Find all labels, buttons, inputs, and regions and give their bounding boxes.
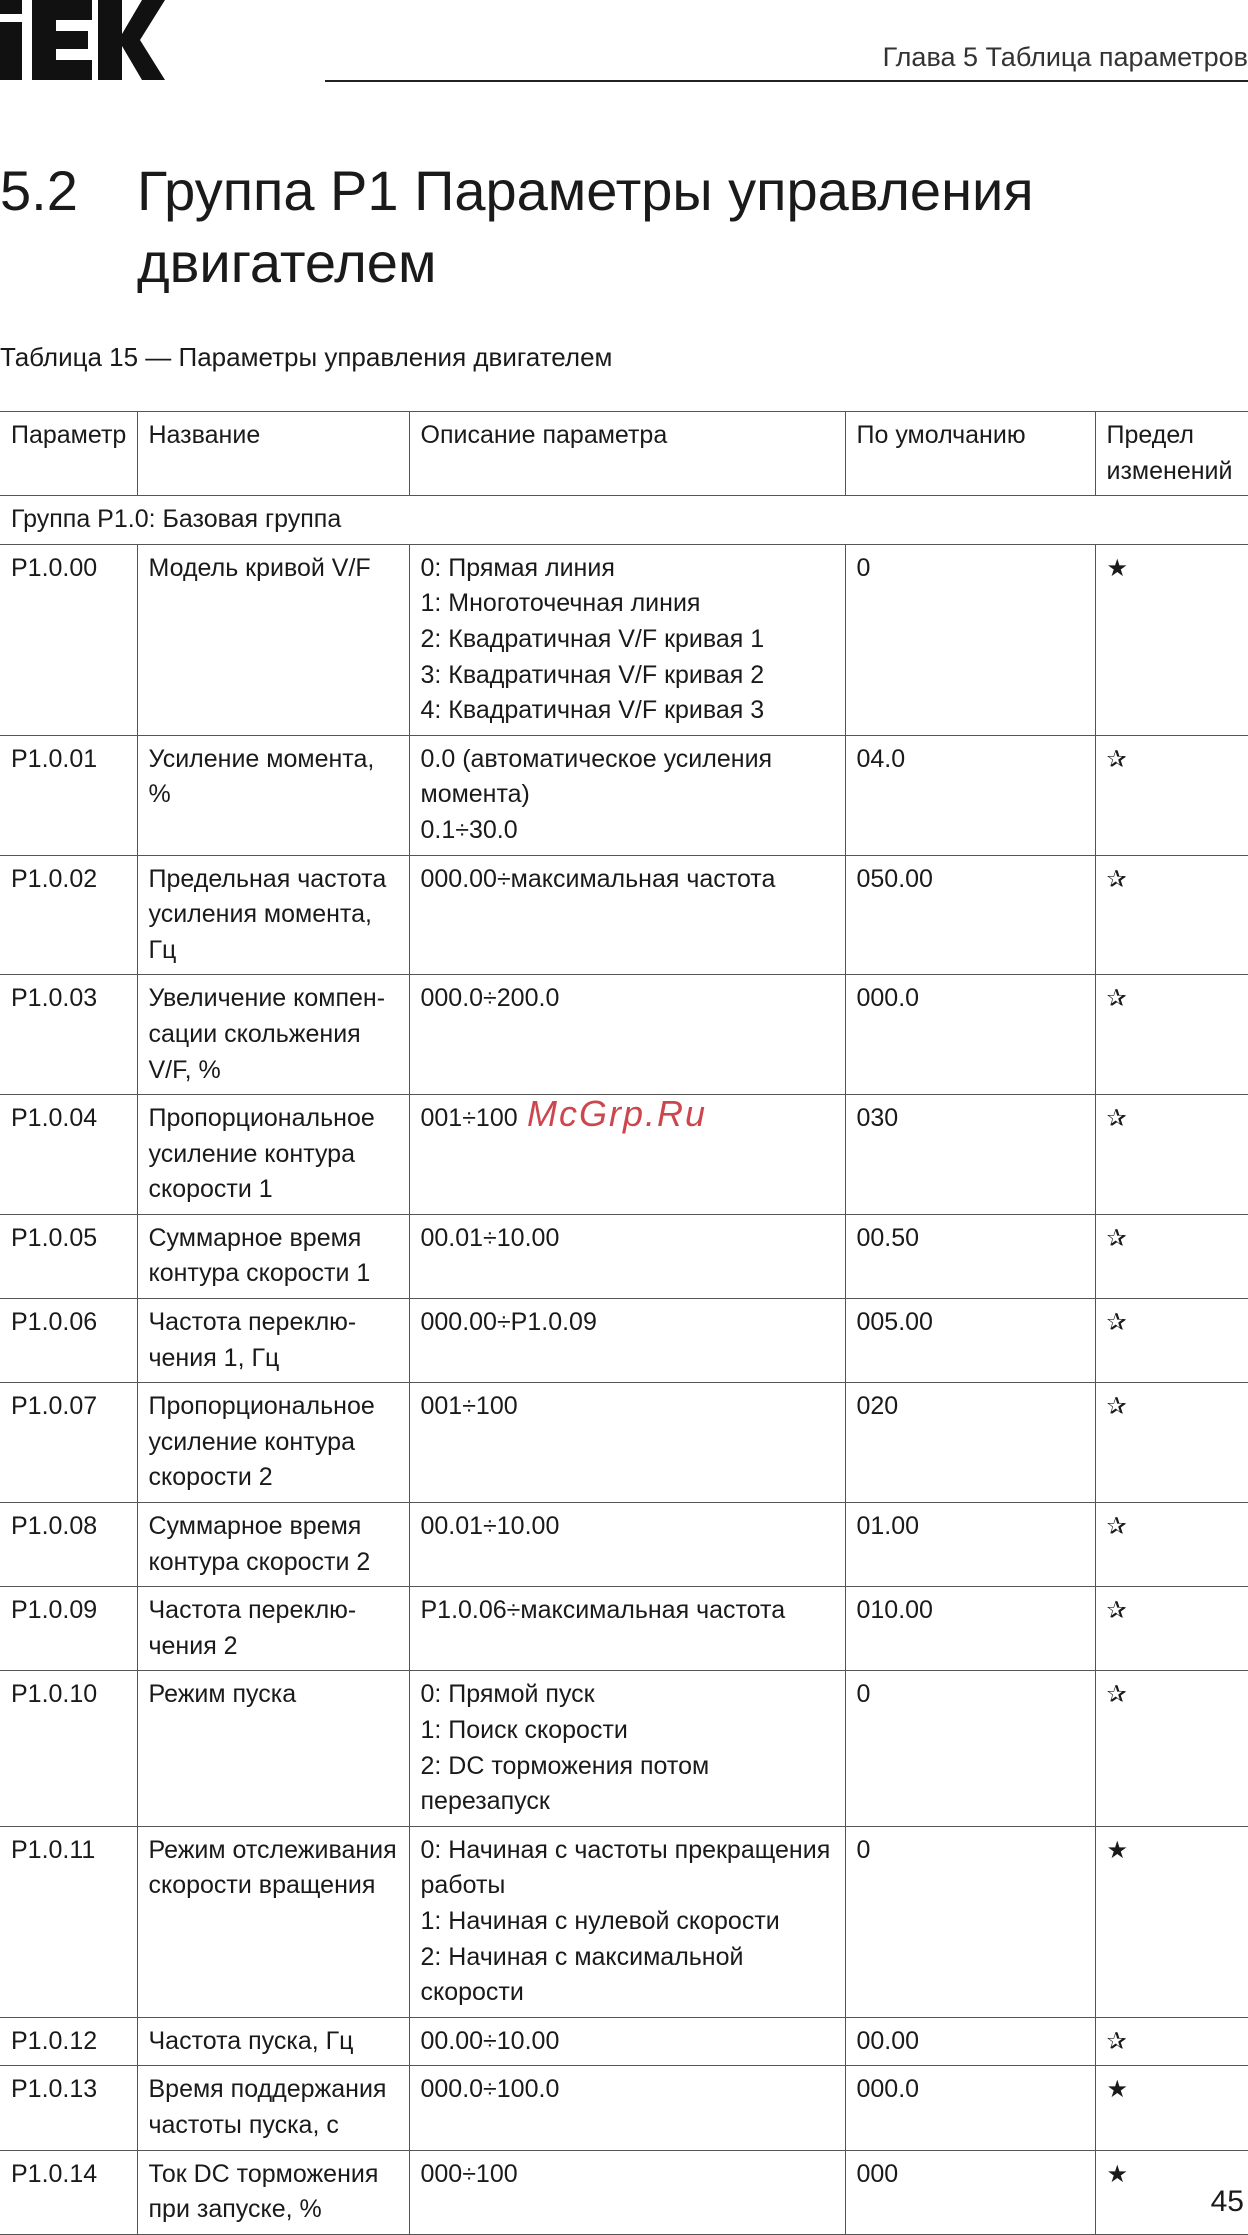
description-line: 1: Начиная с нулевой скорости: [420, 1906, 780, 1935]
outline-star-icon: ✰: [1106, 1224, 1127, 1252]
table-row: [0, 1826, 1248, 2017]
outline-star-icon: ✰: [1106, 1513, 1127, 1541]
param-description: [409, 975, 845, 1095]
param-description: [409, 544, 845, 735]
param-limit: [1095, 2066, 1248, 2150]
description-line: 0.1÷30.0: [420, 815, 518, 844]
column-header-name: Название: [137, 412, 409, 496]
chapter-title: Глава 5 Таблица параметров: [882, 42, 1248, 72]
param-name: Пропорциональное усиление контура скорости 2: [137, 1383, 409, 1503]
param-description: [409, 1214, 845, 1298]
description-line: 4: Квадратичная V/F кривая 3: [420, 696, 765, 725]
description-line: 000.0÷200.0: [420, 984, 560, 1013]
table-row: [0, 1671, 1248, 1826]
description-line: 00.01÷10.00: [420, 1223, 560, 1252]
description-line: 1: Поиск скорости: [420, 1716, 628, 1744]
outline-star-icon: ✰: [1106, 865, 1127, 893]
description-line: P1.0.06÷максимальная частота: [420, 1596, 786, 1625]
param-description: [409, 2017, 845, 2066]
table-body: [0, 496, 1248, 2235]
param-limit: [1095, 1587, 1248, 1671]
description-line: 001÷100: [420, 1104, 518, 1133]
param-default: 030: [845, 1095, 1095, 1215]
description-line: 2: Квадратичная V/F кривая 1: [420, 624, 765, 653]
column-header-param: Параметр: [0, 412, 137, 496]
param-limit: [1095, 855, 1248, 975]
param-code: P1.0.00: [0, 544, 137, 735]
filled-star-icon: ★: [1106, 554, 1129, 582]
param-default: 00.50: [845, 1214, 1095, 1298]
description-line: 0: Прямой пуск: [420, 1680, 595, 1709]
param-code: P1.0.03: [0, 975, 137, 1095]
table-header-row: [0, 412, 1248, 496]
param-name: Частота пуска, Гц: [137, 2017, 409, 2066]
description-line: 0: Начиная с частоты прекращения работы: [420, 1835, 831, 1900]
param-limit: [1095, 1299, 1248, 1383]
description-line: 000.00÷максимальная частота: [420, 864, 776, 893]
section-heading: [0, 155, 1137, 299]
description-line: 2: Начиная с максимальной скорости: [420, 1942, 744, 2007]
param-code: P1.0.10: [0, 1671, 137, 1826]
param-default: 01.00: [845, 1503, 1095, 1587]
param-code: P1.0.02: [0, 855, 137, 975]
parameters-table: [0, 411, 1248, 2235]
param-default: 00.00: [845, 2017, 1095, 2066]
param-code: P1.0.08: [0, 1503, 137, 1587]
param-default: 0: [845, 544, 1095, 735]
param-name: Суммарное время контура скорости 2: [137, 1503, 409, 1587]
table-row: [0, 2017, 1248, 2066]
param-description: [409, 2066, 845, 2150]
param-name: Усиление момента, %: [137, 735, 409, 855]
watermark: McGrp.Ru: [527, 1093, 708, 1134]
description-line: 000÷100: [420, 2159, 518, 2188]
outline-star-icon: ✰: [1106, 1393, 1127, 1421]
table-row: [0, 2150, 1248, 2234]
param-code: P1.0.12: [0, 2017, 137, 2066]
param-code: P1.0.05: [0, 1214, 137, 1298]
description-line: 001÷100: [420, 1392, 518, 1421]
table-row: [0, 735, 1248, 855]
section-number: 5.2: [0, 159, 78, 222]
param-code: P1.0.14: [0, 2150, 137, 2234]
param-limit: [1095, 1671, 1248, 1826]
param-default: 000.0: [845, 975, 1095, 1095]
header-rule: [325, 80, 1248, 82]
param-name: Режим пуска: [137, 1671, 409, 1826]
param-code: P1.0.04: [0, 1095, 137, 1215]
param-default: 010.00: [845, 1587, 1095, 1671]
param-name: Частота переклю-чения 2: [137, 1587, 409, 1671]
param-description: [409, 1671, 845, 1826]
column-header-description: Описание параметра: [409, 412, 845, 496]
group-row: [0, 496, 1248, 545]
param-name: Режим отслеживания скорости вращения: [137, 1826, 409, 2017]
page-number: 45: [1210, 2185, 1244, 2218]
outline-star-icon: ✰: [1106, 1105, 1127, 1133]
iek-logo-mark: [0, 0, 165, 80]
param-name: Модель кривой V/F: [137, 544, 409, 735]
param-name: Предельная частота усиления момента, Гц: [137, 855, 409, 975]
description-line: 000.00÷P1.0.09: [420, 1308, 597, 1337]
param-code: P1.0.13: [0, 2066, 137, 2150]
filled-star-icon: ★: [1106, 2160, 1129, 2188]
param-limit: [1095, 2017, 1248, 2066]
param-code: P1.0.09: [0, 1587, 137, 1671]
description-line: 000.0÷100.0: [420, 2075, 560, 2104]
param-description: [409, 1503, 845, 1587]
param-description: [409, 1299, 845, 1383]
param-default: 005.00: [845, 1299, 1095, 1383]
param-limit: [1095, 975, 1248, 1095]
filled-star-icon: ★: [1106, 1836, 1129, 1864]
param-description: [409, 1826, 845, 2017]
param-limit: [1095, 735, 1248, 855]
param-limit: [1095, 1095, 1248, 1215]
param-limit: [1095, 1383, 1248, 1503]
outline-star-icon: ✰: [1106, 985, 1127, 1013]
param-description: [409, 2150, 845, 2234]
param-description: [409, 735, 845, 855]
iek-logo: [0, 0, 165, 80]
param-limit: [1095, 1214, 1248, 1298]
param-name: Частота переклю-чения 1, Гц: [137, 1299, 409, 1383]
column-header-limit: Предел изменений: [1095, 412, 1248, 496]
param-default: 04.0: [845, 735, 1095, 855]
param-code: P1.0.06: [0, 1299, 137, 1383]
group-title: Группа P1.0: Базовая группа: [0, 496, 1248, 545]
table-caption: Таблица 15 — Параметры управления двигателем: [0, 342, 613, 372]
param-default: 0: [845, 1671, 1095, 1826]
filled-star-icon: ★: [1106, 2076, 1129, 2104]
param-limit: [1095, 544, 1248, 735]
param-description: [409, 855, 845, 975]
outline-star-icon: ✰: [1106, 2027, 1127, 2055]
column-header-default: По умолчанию: [845, 412, 1095, 496]
param-name: Время поддержания частоты пуска, с: [137, 2066, 409, 2150]
param-code: P1.0.07: [0, 1383, 137, 1503]
description-line: 00.00÷10.00: [420, 2026, 560, 2055]
table-row: [0, 855, 1248, 975]
param-description: [409, 1383, 845, 1503]
param-name: Увеличение компен-сации скольжения V/F, %: [137, 975, 409, 1095]
table-row: [0, 1299, 1248, 1383]
table-row: [0, 2066, 1248, 2150]
description-line: 0: Прямая линия: [420, 553, 615, 582]
table-row: [0, 544, 1248, 735]
table-row: [0, 1587, 1248, 1671]
outline-star-icon: ✰: [1106, 1597, 1127, 1625]
description-line: 2: DC торможения потом перезапуск: [420, 1751, 710, 1816]
table-row: [0, 1214, 1248, 1298]
description-line: 3: Квадратичная V/F кривая 2: [420, 660, 765, 689]
section-title: Группа P1 Параметры управления двигателем: [137, 159, 1034, 294]
outline-star-icon: ✰: [1106, 1309, 1127, 1337]
param-default: 050.00: [845, 855, 1095, 975]
table-row: [0, 1503, 1248, 1587]
param-default: 000: [845, 2150, 1095, 2234]
param-limit: [1095, 1503, 1248, 1587]
description-line: 0.0 (автоматическое усиления момента): [420, 744, 773, 809]
param-code: P1.0.11: [0, 1826, 137, 2017]
param-default: 020: [845, 1383, 1095, 1503]
param-name: Суммарное время контура скорости 1: [137, 1214, 409, 1298]
outline-star-icon: ✰: [1106, 745, 1127, 773]
param-default: 000.0: [845, 2066, 1095, 2150]
outline-star-icon: ✰: [1106, 1681, 1127, 1709]
param-name: Пропорциональное усиление контура скорости 1: [137, 1095, 409, 1215]
param-description: [409, 1587, 845, 1671]
param-default: 0: [845, 1826, 1095, 2017]
description-line: 1: Многоточечная линия: [420, 589, 701, 618]
param-code: P1.0.01: [0, 735, 137, 855]
description-line: 00.01÷10.00: [420, 1512, 560, 1541]
table-row: [0, 1383, 1248, 1503]
table-row: [0, 975, 1248, 1095]
param-name: Ток DC торможения при запуске, %: [137, 2150, 409, 2234]
param-limit: [1095, 1826, 1248, 2017]
